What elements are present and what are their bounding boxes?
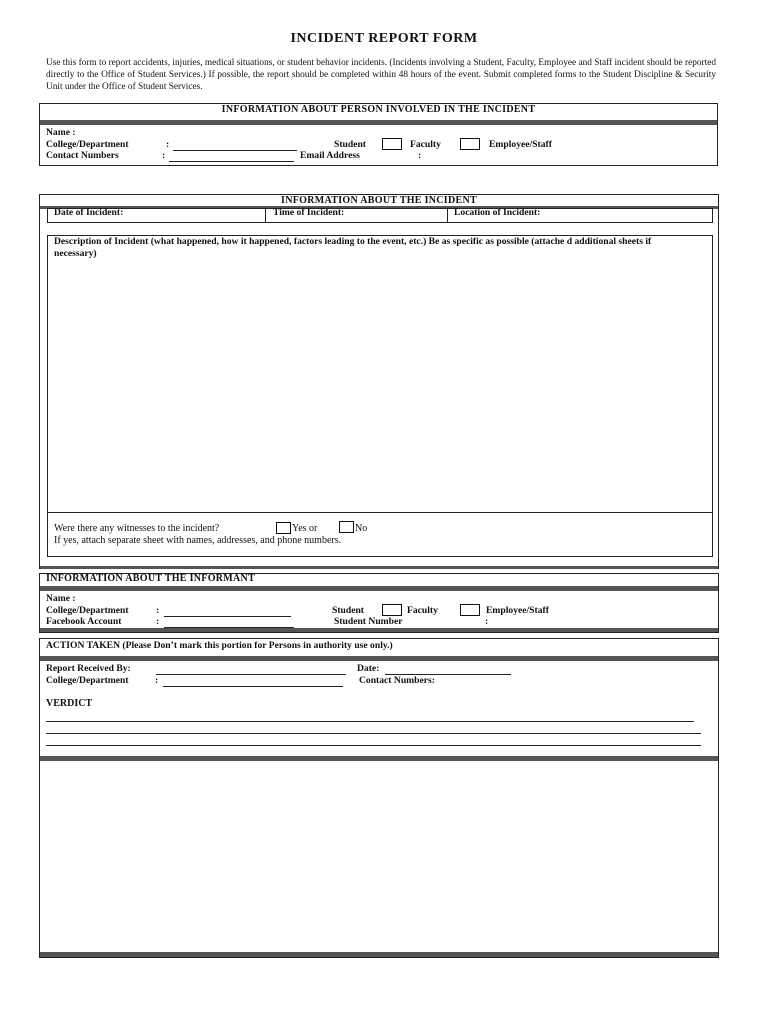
action-notes-area[interactable] [40, 761, 718, 952]
informant-facebook-label: Facebook Account [46, 616, 122, 627]
verdict-line-2[interactable] [46, 733, 701, 734]
verdict-line-1[interactable] [46, 721, 694, 722]
incident-time-field[interactable]: Time of Incident: [273, 207, 345, 218]
witness-yes-checkbox[interactable] [276, 522, 291, 534]
witness-no-label: No [355, 523, 368, 534]
incident-description-box[interactable] [47, 235, 713, 557]
action-contact-label: Contact Numbers: [359, 675, 435, 686]
informant-employee-label: Employee/Staff [486, 605, 549, 616]
informant-college-line[interactable] [164, 616, 291, 617]
action-college-line[interactable] [163, 686, 343, 687]
informant-student-checkbox[interactable] [382, 604, 402, 616]
informant-faculty-checkbox[interactable] [460, 604, 480, 616]
informant-facebook-colon: : [156, 616, 160, 627]
person-employee-label: Employee/Staff [489, 139, 552, 150]
person-faculty-checkbox[interactable] [460, 138, 480, 150]
informant-header-bar [40, 586, 718, 591]
informant-student-label: Student [332, 605, 364, 616]
action-date-label: Date: [357, 663, 380, 674]
incident-location-field[interactable]: Location of Incident: [454, 207, 541, 218]
informant-student-number-label: Student Number [334, 616, 403, 627]
witness-yes-label: Yes or [292, 523, 318, 534]
informant-college-label: College/Department [46, 605, 129, 616]
action-header-bar [40, 656, 718, 661]
person-college-label: College/Department [46, 139, 129, 150]
person-faculty-label: Faculty [410, 139, 441, 150]
informant-section-header: INFORMATION ABOUT THE INFORMANT [46, 573, 256, 584]
witness-no-checkbox[interactable] [339, 521, 354, 533]
incident-date-field[interactable]: Date of Incident: [54, 207, 124, 218]
verdict-line-3[interactable] [46, 745, 701, 746]
person-student-label: Student [334, 139, 366, 150]
informant-faculty-label: Faculty [407, 605, 438, 616]
person-name-label: Name : [46, 127, 76, 138]
action-section-header: ACTION TAKEN (Please Don’t mark this portion for Persons in authority use only.) [46, 640, 393, 651]
informant-college-colon: : [156, 605, 160, 616]
informant-bottom-bar [40, 628, 718, 632]
verdict-label: VERDICT [46, 698, 93, 709]
action-college-label: College/Department [46, 675, 129, 686]
informant-name-label: Name : [46, 593, 76, 604]
action-received-label: Report Received By: [46, 663, 131, 674]
person-email-colon: : [418, 150, 422, 161]
incident-bottom-bar [40, 566, 718, 569]
person-contact-label: Contact Numbers [46, 150, 119, 161]
person-student-checkbox[interactable] [382, 138, 402, 150]
incident-section-header: INFORMATION ABOUT THE INCIDENT [281, 195, 477, 206]
form-title: INCIDENT REPORT FORM [290, 31, 478, 46]
witness-note: If yes, attach separate sheet with names, addresses, and phone numbers. [54, 535, 342, 546]
incident-description-label: Description of Incident (what happened, how it happened, factors leading to the event, etc.) Be as specific as possible (attache d additional sheets if necessary) [54, 236, 652, 259]
person-college-colon: : [166, 139, 170, 150]
person-contact-line[interactable] [169, 161, 294, 162]
incident-details-divider-2 [447, 208, 448, 223]
form-instructions: Use this form to report accidents, injuries, medical situations, or student behavior incidents. (Incidents involving a Student, Faculty, Employee and Staff incident should be reported directly to the Office of Student Services.) If possible, the report should be completed within 48 hours of the event. Submit completed forms to the Student Discipline & Security Unit under the Office of Student Services. [46, 58, 716, 92]
incident-details-row [47, 208, 713, 223]
person-header-bar [40, 120, 717, 125]
informant-student-number-colon: : [485, 616, 489, 627]
person-section-header: INFORMATION ABOUT PERSON INVOLVED IN THE INCIDENT [221, 104, 536, 115]
person-contact-colon: : [162, 150, 166, 161]
witness-question: Were there any witnesses to the incident? [54, 523, 220, 534]
witness-divider [47, 512, 713, 513]
person-email-label: Email Address [300, 150, 360, 161]
action-college-colon: : [155, 675, 159, 686]
action-received-line[interactable] [156, 674, 346, 675]
incident-details-divider-1 [265, 208, 266, 223]
action-bottom-bar [40, 952, 718, 957]
person-college-line[interactable] [173, 150, 297, 151]
